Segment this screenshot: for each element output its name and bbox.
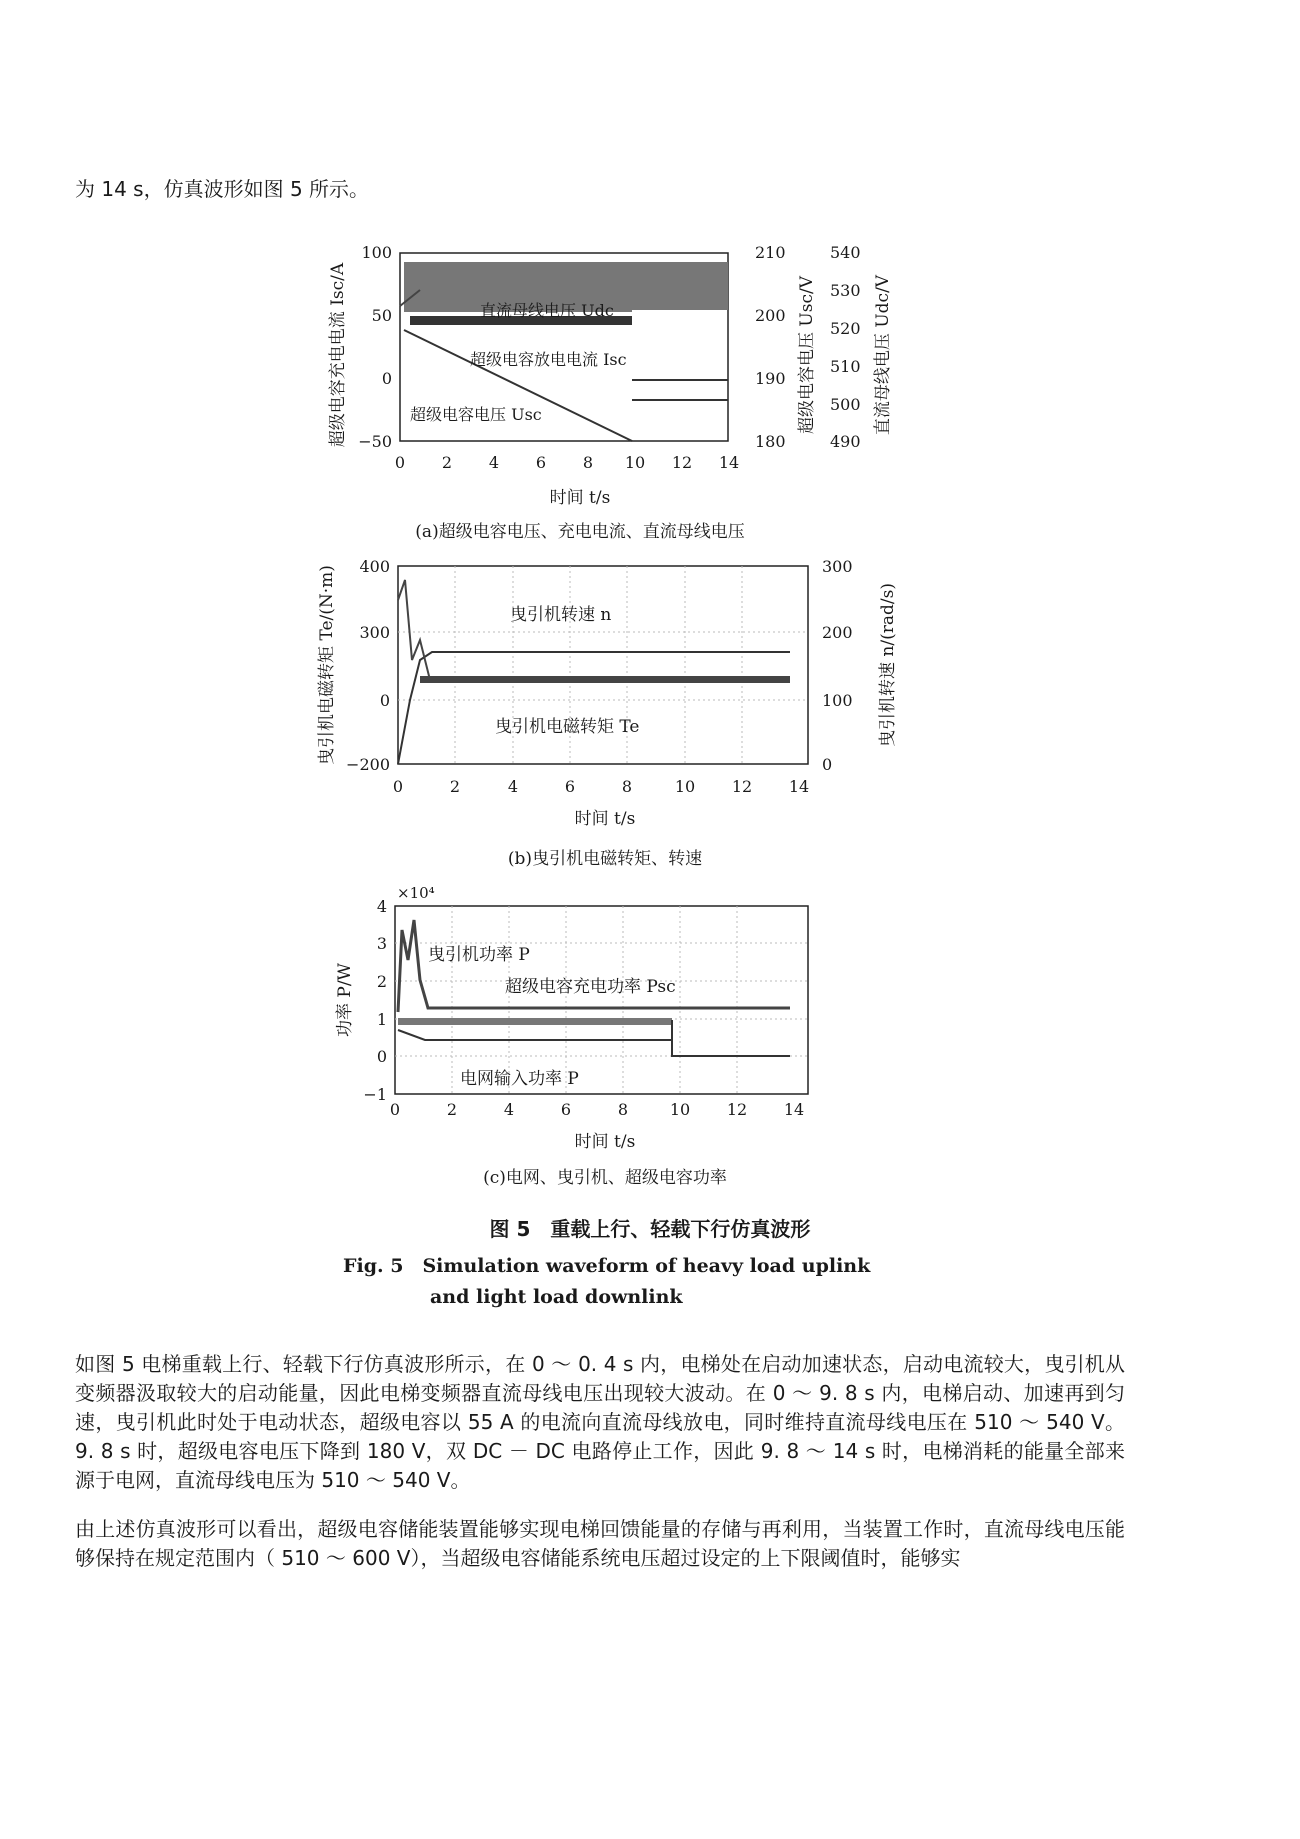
chart-b-ytick-right: 300	[822, 557, 853, 576]
chart-c-xtick: 0	[389, 1100, 401, 1119]
chart-b-xtick: 12	[731, 777, 753, 796]
chart-c-sc-band	[398, 1018, 672, 1025]
chart-b-ytick: 0	[379, 691, 390, 710]
figure-caption-en-2: and light load downlink	[430, 1286, 683, 1308]
chart-a-xtick: 0	[394, 453, 406, 472]
chart-a-annot-usc: 超级电容电压 Usc	[410, 405, 542, 424]
chart-a-xtick: 2	[441, 453, 453, 472]
chart-a-ytick-usc: 190	[755, 369, 786, 388]
chart-c-multiplier: ×10⁴	[397, 884, 435, 902]
chart-c-xtick: 10	[669, 1100, 691, 1119]
chart-b-xtick: 0	[392, 777, 404, 796]
chart-a-annot-isc: 超级电容放电电流 Isc	[470, 350, 627, 369]
figure-caption-en-1: Fig. 5 Simulation waveform of heavy load uplink	[343, 1255, 871, 1277]
chart-b-xtick: 14	[788, 777, 810, 796]
chart-a-ylabel-udc: 直流母线电压 Udc/V	[873, 274, 893, 436]
chart-c-frame	[395, 906, 808, 1094]
chart-c-ytick: 1	[376, 1010, 387, 1029]
chart-a-ytick-udc: 490	[830, 432, 861, 451]
chart-b-annot-torque: 曳引机电磁转矩 Te	[495, 717, 640, 737]
chart-b-xtick: 2	[449, 777, 461, 796]
chart-c-ytick: 2	[376, 972, 387, 991]
chart-c-ytick: 0	[376, 1047, 387, 1066]
chart-b-ytick-right: 200	[822, 623, 853, 642]
chart-a-xtick: 12	[671, 453, 693, 472]
chart-a-ytick-usc: 210	[755, 243, 786, 262]
chart-b-torque-band	[420, 676, 790, 683]
chart-a-ytick-udc: 540	[830, 243, 861, 262]
chart-a-ylabel-left: 超级电容充电电流 Isc/A	[328, 262, 348, 448]
chart-b-ytick: 300	[359, 623, 390, 642]
paragraph-1: 如图 5 电梯重载上行、轻载下行仿真波形所示，在 0 ～ 0. 4 s 内，电梯处在启动加速状态，启动电流较大，曳引机从变频器汲取较大的启动能量，因此电梯变频器直流母线电压出现较大波动。在 0 ～ 9. 8 s 内，电梯启动、加速再到匀速，曳引机此时处于电动状态，超级电容以 55 A 的电流向直流母线放电，同时维持直流母线电压在 510 ～ 540 V。9. 8 s 时，超级电容电压下降到 180 V，双 DC － DC 电路停止工作，因此 9. 8 ～ 14 s 时，电梯消耗的能量全部来源于电网，直流母线电压为 510 ～ 540 V。	[75, 1352, 1125, 1492]
chart-c-annot-grid: 电网输入功率 P	[460, 1069, 579, 1089]
chart-a-xtick: 10	[624, 453, 646, 472]
chart-a-ytick: 50	[371, 306, 392, 325]
chart-b-xtick: 4	[507, 777, 519, 796]
chart-a-annot-udc: 直流母线电压 Udc	[480, 301, 614, 320]
chart-b-xtick: 6	[564, 777, 576, 796]
chart-c-xtick: 4	[503, 1100, 515, 1119]
chart-b-ytick-right: 100	[822, 691, 853, 710]
chart-a-xtick: 6	[535, 453, 547, 472]
chart-b	[317, 557, 898, 869]
chart-a-xtick: 8	[582, 453, 594, 472]
chart-b-ylabel-right: 曳引机转速 n/(rad/s)	[878, 583, 898, 747]
chart-c-xtick: 6	[560, 1100, 572, 1119]
chart-b-xtick: 8	[621, 777, 633, 796]
chart-a-subcaption: (a)超级电容电压、充电电流、直流母线电压	[415, 522, 745, 542]
chart-c-annot-sc: 超级电容充电功率 Psc	[505, 977, 676, 997]
chart-c-subcaption: (c)电网、曳引机、超级电容功率	[483, 1168, 727, 1188]
chart-a-ytick-udc: 510	[830, 357, 861, 376]
chart-b-annot-speed: 曳引机转速 n	[510, 605, 612, 625]
paragraph-top: 为 14 s，仿真波形如图 5 所示。	[75, 177, 370, 201]
chart-a-ytick: −50	[358, 432, 392, 451]
chart-c-ytick: −1	[363, 1085, 387, 1104]
figure-caption-zh: 图 5 重载上行、轻载下行仿真波形	[489, 1217, 811, 1241]
chart-b-subcaption: (b)曳引机电磁转矩、转速	[507, 849, 703, 869]
chart-a-ytick-usc: 180	[755, 432, 786, 451]
chart-c	[335, 884, 808, 1188]
chart-a-udc-band-2	[632, 262, 728, 310]
chart-c-annot-traction: 曳引机功率 P	[428, 945, 530, 965]
chart-a-xtick: 4	[488, 453, 500, 472]
chart-b-xtick: 10	[674, 777, 696, 796]
chart-a-ytick-usc: 200	[755, 306, 786, 325]
chart-a-ytick: 0	[381, 369, 392, 388]
chart-a-ytick-udc: 530	[830, 281, 861, 300]
chart-c-ylabel: 功率 P/W	[335, 962, 355, 1038]
chart-a-ytick-udc: 500	[830, 395, 861, 414]
chart-a-ylabel-usc: 超级电容电压 Usc/V	[797, 276, 817, 434]
chart-b-ytick-right: 0	[822, 755, 833, 774]
paragraph-2: 由上述仿真波形可以看出，超级电容储能装置能够实现电梯回馈能量的存储与再利用，当装置工作时，直流母线电压能够保持在规定范围内（ 510 ～ 600 V），当超级电容储能系统电压超过设定的上下限阈值时，能够实	[75, 1517, 1125, 1570]
chart-b-ytick: 400	[359, 557, 390, 576]
chart-a-xtick: 14	[718, 453, 740, 472]
chart-c-xlabel: 时间 t/s	[574, 1132, 636, 1152]
chart-c-ytick: 4	[376, 897, 387, 916]
chart-c-xtick: 8	[617, 1100, 629, 1119]
chart-c-xtick: 12	[726, 1100, 748, 1119]
chart-b-xlabel: 时间 t/s	[574, 809, 636, 829]
chart-c-xtick: 2	[446, 1100, 458, 1119]
chart-a-xlabel: 时间 t/s	[549, 488, 611, 508]
chart-a-ytick: 100	[361, 243, 392, 262]
chart-b-ylabel-left: 曳引机电磁转矩 Te/(N·m)	[317, 565, 337, 765]
chart-a	[327, 243, 893, 542]
chart-a-ytick-udc: 520	[830, 319, 861, 338]
chart-b-ytick: −200	[346, 755, 390, 774]
chart-c-ytick: 3	[376, 934, 387, 953]
chart-c-xtick: 14	[783, 1100, 805, 1119]
